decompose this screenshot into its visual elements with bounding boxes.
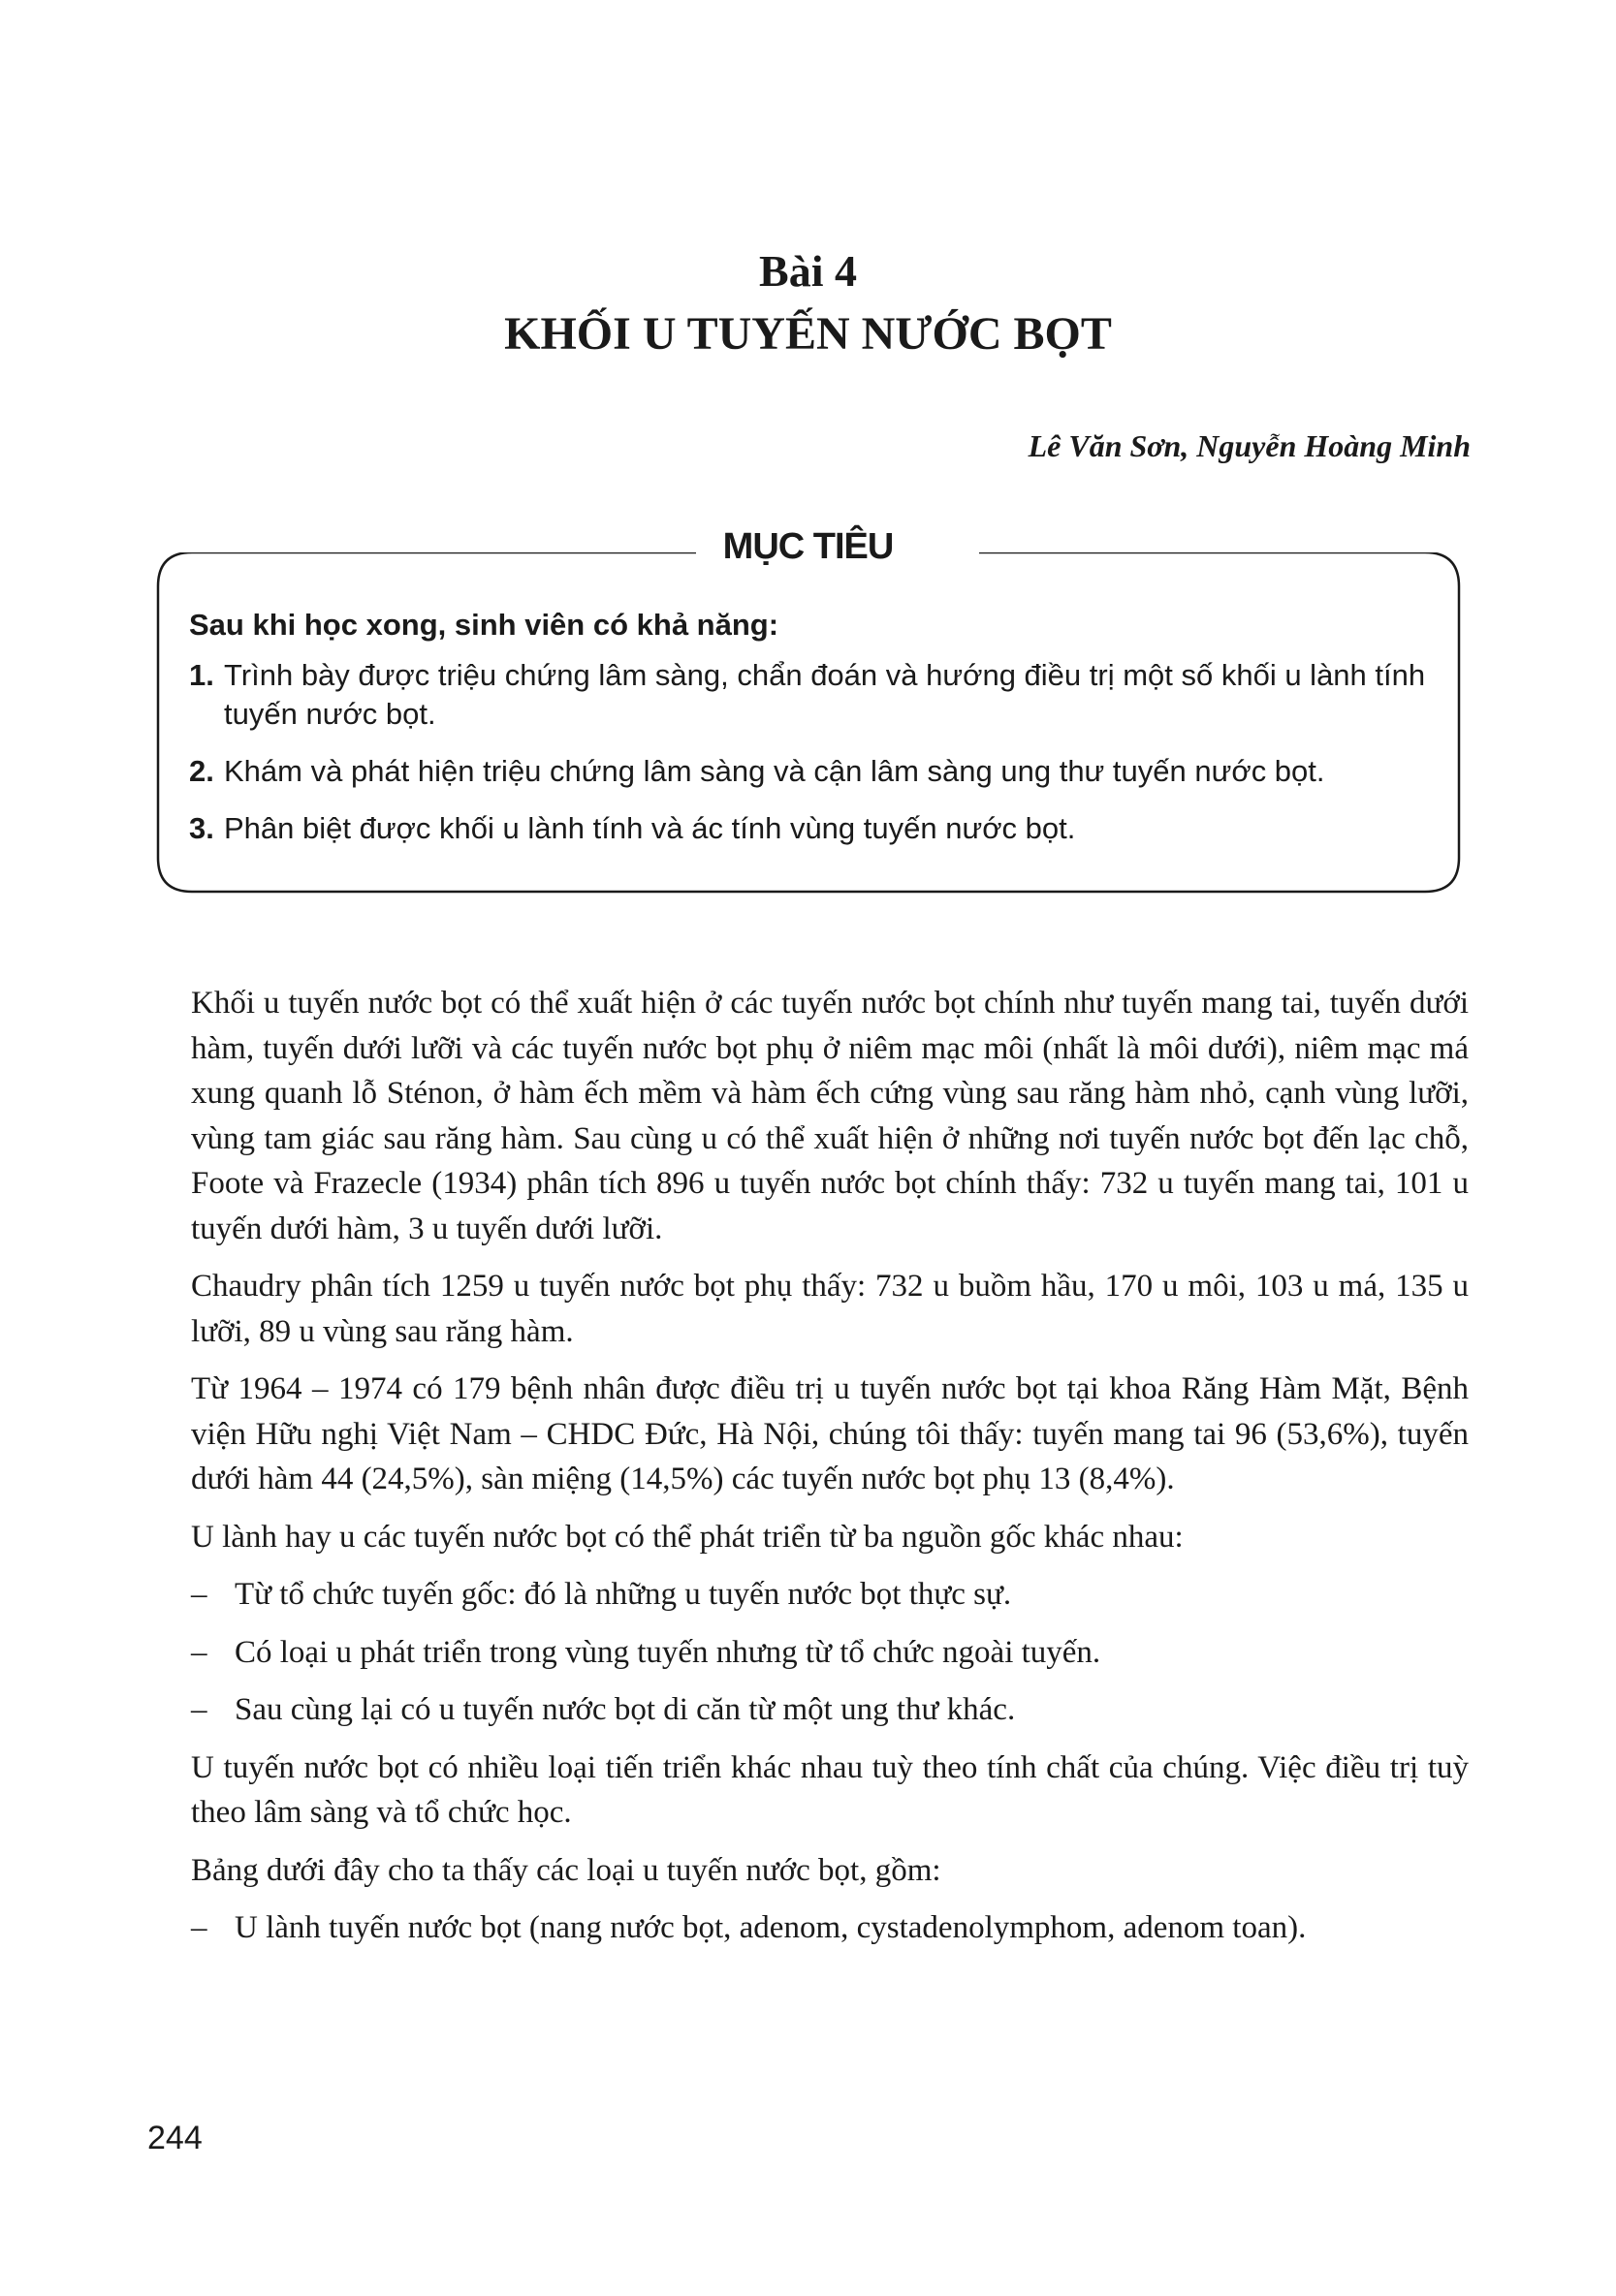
paragraph-chaudry: Chaudry phân tích 1259 u tuyến nước bọt phụ thấy: 732 u buồm hầu, 170 u môi, 103 u má, 135 u lưỡi, 89 u vùng sau răng hàm. [191, 1269, 1469, 1349]
objective-text: Phân biệt được khối u lành tính và ác tính vùng tuyến nước bọt. [224, 811, 1076, 845]
objectives-intro: Sau khi học xong, sinh viên có khả năng: [189, 608, 779, 642]
list-item [191, 1905, 1469, 1951]
list-item [191, 1687, 1469, 1733]
objective-number: 1. [189, 658, 214, 692]
lesson-number: Bài 4 [759, 246, 857, 296]
objective-number: 3. [189, 811, 214, 845]
paragraph-progression: U tuyến nước bọt có nhiều loại tiến triển khác nhau tuỳ theo tính chất của chúng. Việc điều trị tuỳ theo lâm sàng và tổ chức học. [191, 1749, 1469, 1830]
list-item-text: U lành tuyến nước bọt (nang nước bọt, adenom, cystadenolymphom, adenom toan). [235, 1910, 1307, 1945]
objective-number: 2. [189, 754, 214, 788]
dash-marker: – [191, 1910, 207, 1945]
list-item-text: Từ tổ chức tuyến gốc: đó là những u tuyến nước bọt thực sự. [235, 1577, 1012, 1612]
list-item-text: Sau cùng lại có u tuyến nước bọt di căn từ một ung thư khác. [235, 1692, 1016, 1727]
list-item [191, 1630, 1469, 1676]
objective-item [189, 656, 1440, 734]
objective-text: Khám và phát hiện triệu chứng lâm sàng và cận lâm sàng ung thư tuyến nước bọt. [224, 754, 1325, 788]
dash-marker: – [191, 1634, 207, 1670]
paragraph-origins: U lành hay u các tuyến nước bọt có thể phát triển từ ba nguồn gốc khác nhau: [191, 1519, 1184, 1555]
main-text [191, 981, 1469, 1964]
objectives-heading: MỤC TIÊU [722, 526, 894, 567]
paragraph-table-intro: Bảng dưới đây cho ta thấy các loại u tuyến nước bọt, gồm: [191, 1852, 941, 1888]
page-number: 244 [147, 2120, 203, 2156]
paragraph-hospital-stats: Từ 1964 – 1974 có 179 bệnh nhân được điều trị u tuyến nước bọt tại khoa Răng Hàm Mặt, Bệnh viện Hữu nghị Việt Nam – CHDC Đức, Hà Nội, chúng tôi thấy: tuyến mang tai 96 (53,6%), tuyến dưới hàm 44 (24,5%), sàn miệng (14,5%) các tuyến nước bọt phụ 13 (8,4%). [191, 1371, 1469, 1496]
list-item [191, 1572, 1469, 1618]
lesson-title: KHỐI U TUYẾN NƯỚC BỌT [504, 308, 1112, 360]
dash-marker: – [191, 1577, 207, 1612]
authors: Lê Văn Sơn, Nguyễn Hoàng Minh [1028, 428, 1471, 463]
objective-text: Trình bày được triệu chứng lâm sàng, chẩn đoán và hướng điều trị một số khối u lành tính tuyến nước bọt. [224, 658, 1426, 731]
objectives-body [189, 606, 1440, 866]
objective-item [189, 752, 1440, 791]
paragraph-locations: Khối u tuyến nước bọt có thể xuất hiện ở các tuyến nước bọt chính như tuyến mang tai, tuyến dưới hàm, tuyến dưới lưỡi và các tuyến nước bọt phụ ở niêm mạc môi (nhất là môi dưới), niêm mạc má xung quanh lỗ Sténon, ở hàm ếch mềm và hàm ếch cứng vùng sau răng hàm nhỏ, cạnh vùng lưỡi, vùng tam giác sau răng hàm. Sau cùng u có thể xuất hiện ở những nơi tuyến nước bọt đến lạc chỗ, Foote và Frazecle (1934) phân tích 896 u tuyến nước bọt chính thấy: 732 u tuyến mang tai, 101 u tuyến dưới hàm, 3 u tuyến dưới lưỡi. [191, 986, 1469, 1246]
objective-item [189, 809, 1440, 848]
dash-marker: – [191, 1692, 207, 1727]
list-item-text: Có loại u phát triển trong vùng tuyến nhưng từ tổ chức ngoài tuyến. [235, 1634, 1101, 1670]
